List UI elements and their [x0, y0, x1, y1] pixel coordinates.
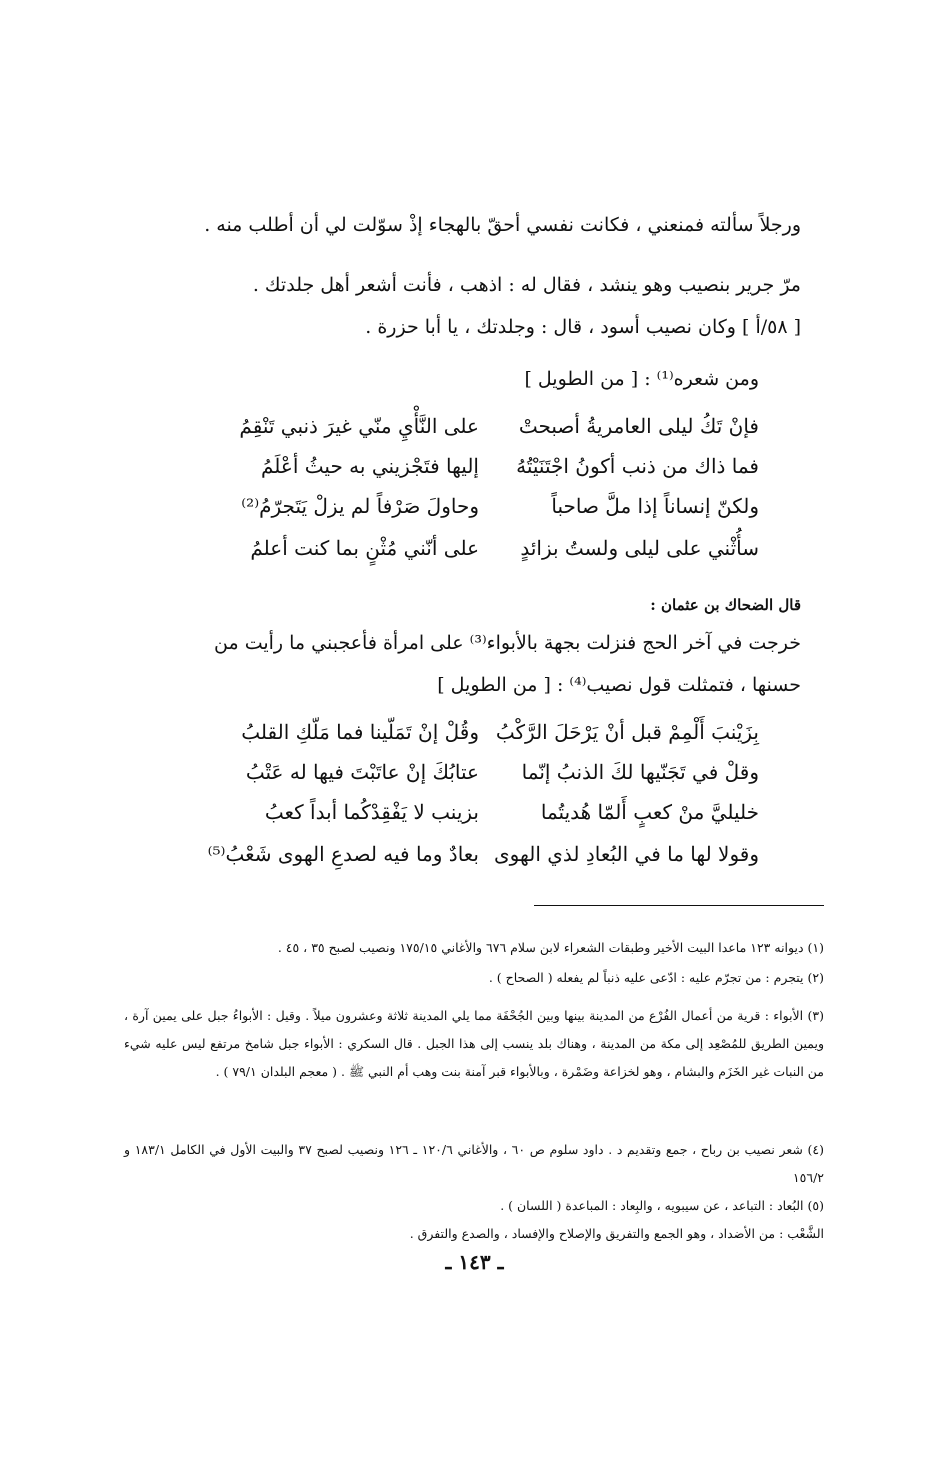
verse-second-hemistich: على أنّني مُثْنٍ بما كنت أعلمُ	[250, 536, 479, 560]
verse-first-hemistich: فإنْ تَكُ ليلى العامريةُ أصبحتْ	[518, 414, 759, 438]
poem-intro: ومن شعره⁽¹⁾ : [ من الطويل ]	[524, 368, 759, 390]
footnote-5-continued: الشَّعْب : من الأضداد ، وهو الجمع والتفريق والإصلاح والإفساد ، والصدع والتفرق .	[409, 1226, 824, 1241]
poem2-verse	[199, 842, 759, 876]
verse-first-hemistich: وقلْ في تَجَنّيها لكَ الذنبُ إنّما	[521, 760, 759, 784]
paragraph-dahhak-line1: خرجت في آخر الحج فنزلت بجهة بالأبواء⁽³⁾ على امرأة فأعجبني ما رأيت من	[214, 632, 801, 654]
verse-first-hemistich: بِزَيْنبَ أَلْمِمْ قبل أنْ يَرْحَلَ الرَّكْبُ	[495, 720, 759, 744]
verse-second-hemistich: إليها فتَجْزيني به حيثُ أعْلَمُ	[261, 454, 479, 478]
poem1-verse	[199, 494, 759, 528]
paragraph-intro: ورجلاً سألته فمنعني ، فكانت نفسي أحقّ بالهجاء إذْ سوّلت لي أن أطلب منه .	[204, 214, 801, 236]
verse-first-hemistich: خليليَّ منْ كعبٍ أَلمّا هُديتُما	[540, 800, 759, 824]
poem2-verse	[199, 800, 759, 834]
footnote-2: (٢) يتجرم : من تجرّم عليه : ادّعى عليه ذنباً لم يفعله ( الصحاح ) .	[488, 970, 824, 985]
poem2-verse	[199, 760, 759, 794]
verse-first-hemistich: ولكنّ إنساناً إذا ملَّ صاحباً	[551, 494, 759, 518]
verse-first-hemistich: فما ذاك من ذنب أكونُ اجْتَنَيْتُهُ	[516, 454, 759, 478]
verse-second-hemistich: وقُلْ إنْ تَمَلّينا فما مَلّكِ القلبُ	[241, 720, 479, 744]
poem2-verse	[199, 720, 759, 754]
verse-first-hemistich: وقولا لها ما في البُعادِ لذي الهوى	[494, 842, 759, 866]
poem1-verse	[199, 536, 759, 570]
verse-second-hemistich: عتابُكَ إنْ عاتَبْتَ فيها له عَتْبُ	[245, 760, 479, 784]
paragraph-nusayb: [ ٥٨/أ ] وكان نصيب أسود ، قال : وجلدتك ، يا أبا حزرة .	[365, 316, 801, 338]
verse-second-hemistich: بزينب لا يَفْقِدْكُما أبداً كعبُ	[264, 800, 479, 824]
footnote-3: (٣) الأبواء : قرية من أعمال الفُرْع من المدينة بينها وبين الجُحْفَة مما يلي المدينة ثلاثة وعشرون ميلاً . وقيل : الأبواءُ جبل على يمين آرة ، ويمين الطريق للمُصْعِد إلى مكة من المدينة ، وهناك بلد ينسب إلى هذا الجبل . قال السكري : الأبواء جبل شامخ مرتفع ليس عليه شيء من النبات غير الخَزَم والبشام ، وهو لخزاعة وضَمْرة ، وبالأبواء قبر آمنة بنت وهب أم النبي ﷺ . ( معجم البلدان ٧٩/١ ) .	[124, 1008, 824, 1079]
verse-second-hemistich: بعادٌ وما فيه لصدعِ الهوى شَعْبُ⁽⁵⁾	[207, 842, 479, 866]
verse-second-hemistich: على النَّأْيِ منّي غيرَ ذنبي تَنْقِمُ	[239, 414, 479, 438]
paragraph-jarir: مرّ جرير بنصيب وهو ينشد ، فقال له : اذهب ، فأنت أشعر أهل جلدتك .	[252, 274, 801, 296]
section-heading: قال الضحاك بن عثمان :	[650, 596, 801, 614]
footnote-1: (١) ديوانه ١٢٣ ماعدا البيت الأخير وطبقات الشعراء لابن سلام ٦٧٦ والأغاني ١٧٥/١٥ ونصيب لصبح ٣٥ ، ٤٥ .	[277, 940, 824, 955]
paragraph-dahhak-line2: حسنها ، فتمثلت قول نصيب⁽⁴⁾ : [ من الطويل ]	[437, 674, 801, 696]
verse-second-hemistich: وحاولَ صَرْفاً لم يزلْ يَتَجرّمُ⁽²⁾	[241, 494, 479, 518]
poem1-verse	[199, 454, 759, 488]
footnote-5: (٥) البُعاد : التباعد ، عن سيبويه ، والبِعاد : المباعدة ( اللسان ) .	[500, 1198, 824, 1213]
poem1-verse	[199, 414, 759, 448]
footnote-separator	[534, 905, 824, 906]
page-number: ـ ١٤٣ ـ	[445, 1250, 504, 1274]
footnote-4: (٤) شعر نصيب بن رباح ، جمع وتقديم د . داود سلوم ص ٦٠ ، والأغاني ١٢٠/٦ ـ ١٢٦ ونصيب لصبح ٣٧ والبيت الأول في الكامل ١٨٣/١ و ١٥٦/٢	[124, 1142, 824, 1185]
verse-first-hemistich: سأُثْني على ليلى ولستُ بزائدٍ	[520, 536, 759, 560]
